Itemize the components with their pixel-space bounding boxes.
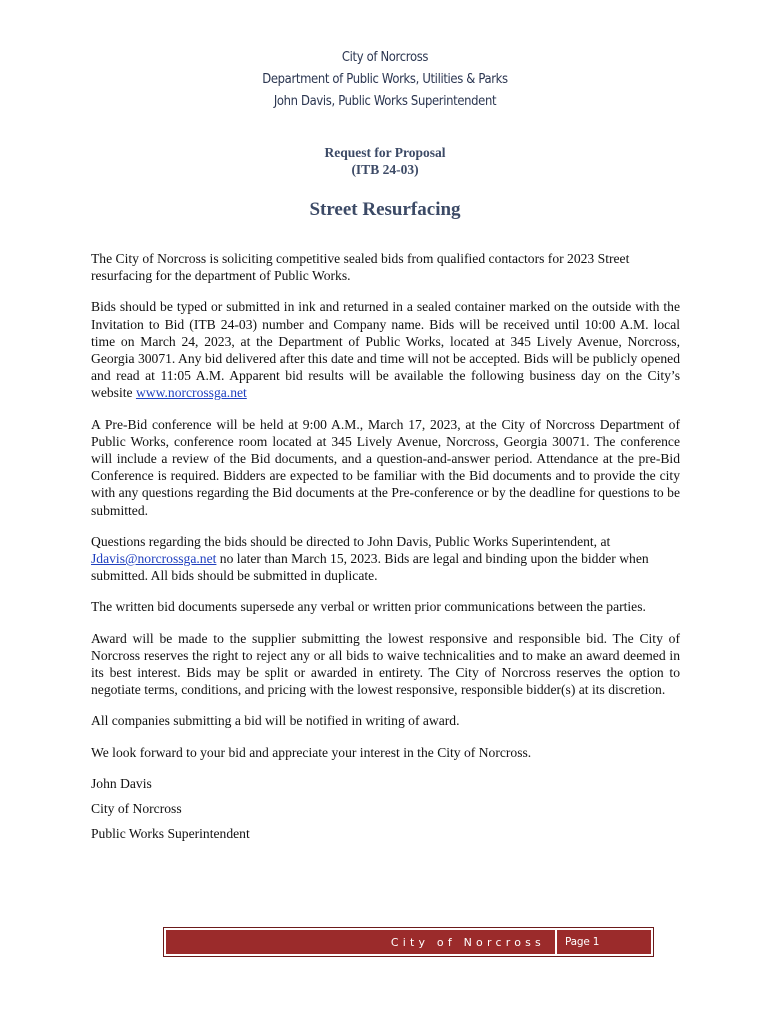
paragraph-submission-text: Bids should be typed or submitted in ink and returned in a sealed container marked on the outside with the Invitation to Bid (ITB 24-03) number and Company name. Bids will be received until 10:00 A.M. local time on March 24, 2023, at the Department of Public Works, located at 345 Lively Avenue, Norcross, Georgia 30071. Any bid delivered after this date and time will not be accepted. Bids will be publicly opened and read at 11:05 A.M. Apparent bid results will be available the following business day on the City’s website [91,299,680,401]
website-link[interactable]: www.norcrossga.net [135,385,247,401]
rfp-number: (ITB 24-03) [351,162,419,177]
email-link[interactable]: Jdavis@norcrossga.net [91,551,217,567]
paragraph-questions-text-end: no later than March 15, 2023. Bids are legal and binding upon the bidder when submitted. All bids should be submitted in duplicate. [91,551,649,584]
paragraph-questions-text: Questions regarding the bids should be directed to John Davis, Public Works Superintendent, at [91,533,611,549]
paragraph-prebid: A Pre-Bid conference will be held at 9:00 A.M., March 17, 2023, at the City of Norcross Department of Public Works, conference room located at 345 Lively Avenue, Norcross, Georgia 30071. The conference will include a review of the Bid documents, and a question-and-answer period. Attendance at the pre-Bid Conference is required. Bidders are expected to be familiar with the Bid documents and to provide the city with any questions regarding the Bid documents at the Pre-conference or by the deadline for questions to be submitted. [91,416,680,518]
signature-organization: City of Norcross [91,801,182,817]
rfp-heading [0,144,770,178]
paragraph-submission [91,298,680,401]
page-footer [163,927,654,957]
letterhead-department: Department of Public Works, Utilities & Parks [262,71,508,87]
letterhead-city: City of Norcross [341,49,429,65]
footer-bar [166,930,651,954]
paragraph-intro: The City of Norcross is soliciting competitive sealed bids from qualified contactors for 2023 Street resurfacing for the department of Public Works. [91,251,630,284]
paragraph-supersede: The written bid documents supersede any verbal or written prior communications between the parties. [91,599,646,615]
paragraph-closing: We look forward to your bid and appreciate your interest in the City of Norcross. [91,744,532,760]
document-body [91,250,680,850]
paragraph-notification: All companies submitting a bid will be notified in writing of award. [91,713,460,729]
rfp-label: Request for Proposal [324,145,446,160]
paragraph-questions [91,533,680,585]
document-title: Street Resurfacing [309,199,461,220]
signature-name: John Davis [91,775,152,791]
paragraph-award: Award will be made to the supplier submitting the lowest responsive and responsible bid. The City of Norcross reserves the right to reject any or all bids to waive technicalities and to make an award deemed in its best interest. Bids may be split or awarded in entirety. The City of Norcross reserves the option to negotiate terms, conditions, and pricing with the lowest responsive, responsible bidder(s) at its discretion. [91,630,680,698]
signature-role: Public Works Superintendent [91,826,250,842]
letterhead [54,46,716,112]
footer-page-number: Page 1 [565,936,600,948]
letterhead-superintendent: John Davis, Public Works Superintendent [273,93,497,109]
footer-city-name: City of Norcross [390,935,545,949]
